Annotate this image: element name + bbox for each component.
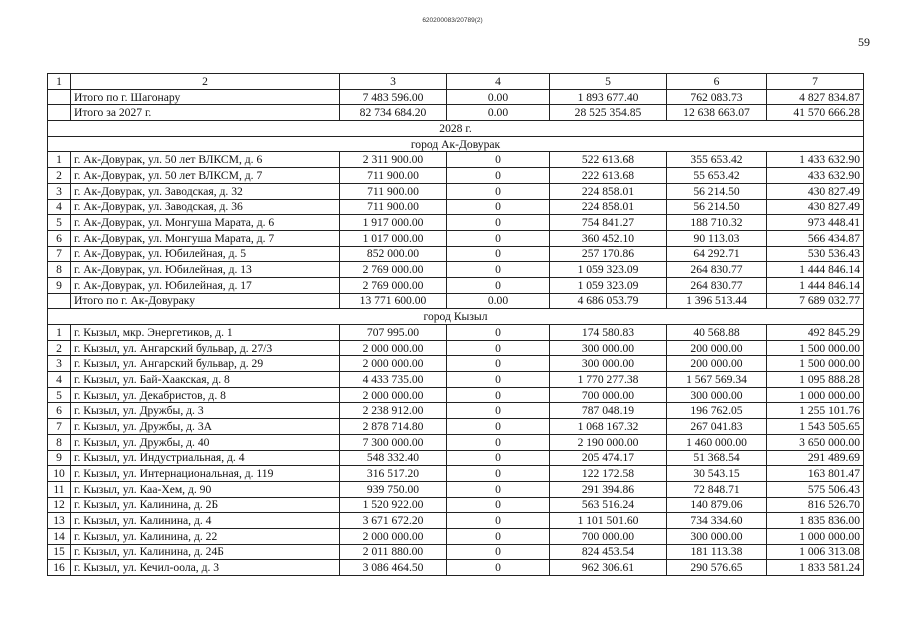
row-col5: 291 394.86: [550, 481, 667, 497]
row-address: г. Кызыл, ул. Калинина, д. 2Б: [71, 497, 340, 513]
row-address: г. Кызыл, ул. Бай-Хаакская, д. 8: [71, 372, 340, 388]
table-total-row: [48, 105, 864, 121]
row-col7: 7 689 032.77: [767, 293, 864, 309]
row-address: г. Кызыл, ул. Калинина, д. 4: [71, 513, 340, 529]
row-col6: 1 396 513.44: [667, 293, 767, 309]
row-address: г. Кызыл, ул. Калинина, д. 22: [71, 528, 340, 544]
row-col7: 1 543 505.65: [767, 419, 864, 435]
row-col6: 90 113.03: [667, 230, 767, 246]
table-row: [48, 560, 864, 576]
row-number: 8: [48, 434, 71, 450]
row-col7: 1 835 836.00: [767, 513, 864, 529]
row-col5: 1 770 277.38: [550, 372, 667, 388]
row-address: г. Кызыл, ул. Ангарский бульвар, д. 29: [71, 356, 340, 372]
row-col3: 1 520 922.00: [340, 497, 447, 513]
row-address: г. Ак-Довурак, ул. Монгуша Марата, д. 6: [71, 215, 340, 231]
row-col4: 0: [447, 199, 550, 215]
row-col5: 300 000.00: [550, 340, 667, 356]
row-number: 2: [48, 340, 71, 356]
row-col7: 163 801.47: [767, 466, 864, 482]
row-col3: 2 769 000.00: [340, 277, 447, 293]
row-col4: 0: [447, 356, 550, 372]
row-col3: 2 238 912.00: [340, 403, 447, 419]
row-col5: 224 858.01: [550, 199, 667, 215]
row-col4: 0: [447, 403, 550, 419]
row-col7: 1 444 846.14: [767, 277, 864, 293]
row-col4: 0: [447, 372, 550, 388]
row-col3: 7 300 000.00: [340, 434, 447, 450]
row-col5: 522 613.68: [550, 152, 667, 168]
column-number-row: [48, 74, 864, 90]
col-header-1: 1: [48, 74, 71, 90]
row-address: г. Ак-Довурак, ул. Заводская, д. 32: [71, 183, 340, 199]
row-col5: 1 059 323.09: [550, 262, 667, 278]
row-col4: 0: [447, 246, 550, 262]
row-col3: 3 671 672.20: [340, 513, 447, 529]
row-col4: 0: [447, 215, 550, 231]
row-col5: 4 686 053.79: [550, 293, 667, 309]
table-row: [48, 528, 864, 544]
row-address: г. Ак-Довурак, ул. Монгуша Марата, д. 7: [71, 230, 340, 246]
row-col7: 1 500 000.00: [767, 340, 864, 356]
row-address: г. Ак-Довурак, ул. 50 лет ВЛКСМ, д. 7: [71, 168, 340, 184]
row-number: 9: [48, 277, 71, 293]
table-row: [48, 356, 864, 372]
col-header-5: 5: [550, 74, 667, 90]
row-col3: 82 734 684.20: [340, 105, 447, 121]
row-number: [48, 293, 71, 309]
row-col5: 1 101 501.60: [550, 513, 667, 529]
row-col5: 222 613.68: [550, 168, 667, 184]
row-col4: 0.00: [447, 89, 550, 105]
table-row: [48, 199, 864, 215]
row-col3: 7 483 596.00: [340, 89, 447, 105]
table-row: [48, 325, 864, 341]
row-number: 3: [48, 356, 71, 372]
row-number: 7: [48, 419, 71, 435]
row-number: [48, 89, 71, 105]
section-heading-ak-dovurak: город Ак-Довурак: [48, 136, 864, 152]
row-col4: 0: [447, 183, 550, 199]
table-row: [48, 497, 864, 513]
row-col5: 2 190 000.00: [550, 434, 667, 450]
row-col4: 0: [447, 481, 550, 497]
row-number: 2: [48, 168, 71, 184]
row-address: г. Ак-Довурак, ул. Заводская, д. 36: [71, 199, 340, 215]
table-body: [48, 74, 864, 576]
row-col4: 0.00: [447, 105, 550, 121]
row-col6: 30 543.15: [667, 466, 767, 482]
row-address: Итого за 2027 г.: [71, 105, 340, 121]
table-total-row: [48, 293, 864, 309]
table-row: [48, 513, 864, 529]
row-col5: 360 452.10: [550, 230, 667, 246]
row-number: 4: [48, 372, 71, 388]
row-col6: 290 576.65: [667, 560, 767, 576]
row-col5: 224 858.01: [550, 183, 667, 199]
row-col5: 754 841.27: [550, 215, 667, 231]
row-col5: 563 516.24: [550, 497, 667, 513]
row-col4: 0: [447, 419, 550, 435]
row-col3: 711 900.00: [340, 168, 447, 184]
row-col4: 0: [447, 513, 550, 529]
row-col7: 1 006 313.08: [767, 544, 864, 560]
row-col7: 566 434.87: [767, 230, 864, 246]
row-col7: 41 570 666.28: [767, 105, 864, 121]
row-col6: 140 879.06: [667, 497, 767, 513]
row-number: 8: [48, 262, 71, 278]
table-row: [48, 230, 864, 246]
col-header-4: 4: [447, 74, 550, 90]
row-col3: 939 750.00: [340, 481, 447, 497]
row-address: г. Кызыл, ул. Индустриальная, д. 4: [71, 450, 340, 466]
row-number: 7: [48, 246, 71, 262]
row-number: 15: [48, 544, 71, 560]
row-col6: 40 568.88: [667, 325, 767, 341]
row-col7: 1 444 846.14: [767, 262, 864, 278]
row-address: г. Ак-Довурак, ул. 50 лет ВЛКСМ, д. 6: [71, 152, 340, 168]
row-col6: 300 000.00: [667, 387, 767, 403]
section-heading-ak-dovurak-row: [48, 136, 864, 152]
row-col6: 72 848.71: [667, 481, 767, 497]
row-col4: 0: [447, 497, 550, 513]
row-address: г. Ак-Довурак, ул. Юбилейная, д. 5: [71, 246, 340, 262]
row-col7: 1 000 000.00: [767, 528, 864, 544]
table-row: [48, 340, 864, 356]
row-number: 5: [48, 215, 71, 231]
table-row: [48, 387, 864, 403]
row-col6: 188 710.32: [667, 215, 767, 231]
row-col3: 2 000 000.00: [340, 340, 447, 356]
table-row: [48, 544, 864, 560]
table-row: [48, 434, 864, 450]
row-col4: 0: [447, 262, 550, 278]
row-address: Итого по г. Ак-Довураку: [71, 293, 340, 309]
row-number: 1: [48, 325, 71, 341]
table-row: [48, 403, 864, 419]
table-row: [48, 419, 864, 435]
row-number: 12: [48, 497, 71, 513]
row-col6: 300 000.00: [667, 528, 767, 544]
row-col7: 492 845.29: [767, 325, 864, 341]
row-number: 10: [48, 466, 71, 482]
row-col4: 0: [447, 387, 550, 403]
table-row: [48, 277, 864, 293]
row-col4: 0: [447, 230, 550, 246]
row-col4: 0: [447, 168, 550, 184]
row-col7: 973 448.41: [767, 215, 864, 231]
row-col4: 0: [447, 560, 550, 576]
row-col3: 2 000 000.00: [340, 356, 447, 372]
row-address: г. Кызыл, мкр. Энергетиков, д. 1: [71, 325, 340, 341]
row-address: г. Кызыл, ул. Каа-Хем, д. 90: [71, 481, 340, 497]
row-col5: 122 172.58: [550, 466, 667, 482]
row-col7: 291 489.69: [767, 450, 864, 466]
page-number: 59: [858, 35, 870, 49]
row-col6: 56 214.50: [667, 199, 767, 215]
table-row: [48, 215, 864, 231]
row-col7: 1 833 581.24: [767, 560, 864, 576]
row-col6: 1 567 569.34: [667, 372, 767, 388]
col-header-3: 3: [340, 74, 447, 90]
row-col5: 700 000.00: [550, 528, 667, 544]
row-col5: 787 048.19: [550, 403, 667, 419]
row-number: 1: [48, 152, 71, 168]
row-col5: 1 059 323.09: [550, 277, 667, 293]
row-col7: 1 000 000.00: [767, 387, 864, 403]
row-col3: 2 311 900.00: [340, 152, 447, 168]
row-col7: 430 827.49: [767, 183, 864, 199]
row-col7: 1 095 888.28: [767, 372, 864, 388]
row-col4: 0: [447, 434, 550, 450]
row-address: Итого по г. Шагонару: [71, 89, 340, 105]
col-header-2: 2: [71, 74, 340, 90]
row-col5: 700 000.00: [550, 387, 667, 403]
row-col6: 264 830.77: [667, 262, 767, 278]
table-row: [48, 246, 864, 262]
row-col3: 1 017 000.00: [340, 230, 447, 246]
table-row: [48, 262, 864, 278]
row-col7: 1 500 000.00: [767, 356, 864, 372]
row-col4: 0: [447, 450, 550, 466]
row-col3: 548 332.40: [340, 450, 447, 466]
row-col3: 2 000 000.00: [340, 387, 447, 403]
row-col6: 200 000.00: [667, 340, 767, 356]
table-row: [48, 450, 864, 466]
row-col4: 0: [447, 325, 550, 341]
row-col5: 174 580.83: [550, 325, 667, 341]
table-row: [48, 152, 864, 168]
year-heading: 2028 г.: [48, 121, 864, 137]
row-col6: 181 113.38: [667, 544, 767, 560]
row-number: 4: [48, 199, 71, 215]
row-col7: 530 536.43: [767, 246, 864, 262]
document-id: 620200083/20789(2): [422, 17, 483, 24]
row-col7: 430 827.49: [767, 199, 864, 215]
row-col5: 1 893 677.40: [550, 89, 667, 105]
row-col5: 205 474.17: [550, 450, 667, 466]
row-col5: 257 170.86: [550, 246, 667, 262]
row-col4: 0: [447, 528, 550, 544]
row-col3: 316 517.20: [340, 466, 447, 482]
row-col3: 3 086 464.50: [340, 560, 447, 576]
table-row: [48, 168, 864, 184]
row-number: 6: [48, 230, 71, 246]
row-col3: 4 433 735.00: [340, 372, 447, 388]
row-col6: 12 638 663.07: [667, 105, 767, 121]
row-address: г. Кызыл, ул. Ангарский бульвар, д. 27/3: [71, 340, 340, 356]
row-address: г. Кызыл, ул. Декабристов, д. 8: [71, 387, 340, 403]
row-col3: 1 917 000.00: [340, 215, 447, 231]
row-col7: 3 650 000.00: [767, 434, 864, 450]
row-col3: 707 995.00: [340, 325, 447, 341]
row-col3: 2 000 000.00: [340, 528, 447, 544]
row-address: г. Кызыл, ул. Дружбы, д. 40: [71, 434, 340, 450]
row-number: 6: [48, 403, 71, 419]
row-col3: 2 011 880.00: [340, 544, 447, 560]
table-row: [48, 481, 864, 497]
row-address: г. Кызыл, ул. Дружбы, д. 3: [71, 403, 340, 419]
row-col3: 13 771 600.00: [340, 293, 447, 309]
row-col4: 0: [447, 544, 550, 560]
row-col5: 824 453.54: [550, 544, 667, 560]
row-col4: 0: [447, 466, 550, 482]
row-col5: 300 000.00: [550, 356, 667, 372]
row-col5: 28 525 354.85: [550, 105, 667, 121]
row-col7: 1 255 101.76: [767, 403, 864, 419]
row-col3: 2 878 714.80: [340, 419, 447, 435]
row-col7: 433 632.90: [767, 168, 864, 184]
row-number: 13: [48, 513, 71, 529]
row-number: 11: [48, 481, 71, 497]
row-number: 5: [48, 387, 71, 403]
col-header-7: 7: [767, 74, 864, 90]
row-address: г. Кызыл, ул. Интернациональная, д. 119: [71, 466, 340, 482]
row-col6: 51 368.54: [667, 450, 767, 466]
row-col6: 55 653.42: [667, 168, 767, 184]
row-col7: 575 506.43: [767, 481, 864, 497]
row-col4: 0.00: [447, 293, 550, 309]
row-col5: 1 068 167.32: [550, 419, 667, 435]
section-heading-kyzyl-row: [48, 309, 864, 325]
table-row: [48, 183, 864, 199]
row-col7: 1 433 632.90: [767, 152, 864, 168]
row-col6: 1 460 000.00: [667, 434, 767, 450]
row-col6: 267 041.83: [667, 419, 767, 435]
row-col5: 962 306.61: [550, 560, 667, 576]
row-col6: 734 334.60: [667, 513, 767, 529]
row-address: г. Ак-Довурак, ул. Юбилейная, д. 13: [71, 262, 340, 278]
table-total-row: [48, 89, 864, 105]
row-col4: 0: [447, 340, 550, 356]
row-col4: 0: [447, 277, 550, 293]
row-number: 9: [48, 450, 71, 466]
row-col6: 64 292.71: [667, 246, 767, 262]
row-number: [48, 105, 71, 121]
row-col7: 4 827 834.87: [767, 89, 864, 105]
col-header-6: 6: [667, 74, 767, 90]
row-col4: 0: [447, 152, 550, 168]
row-col3: 711 900.00: [340, 199, 447, 215]
year-heading-row: [48, 121, 864, 137]
row-col3: 2 769 000.00: [340, 262, 447, 278]
table-row: [48, 466, 864, 482]
row-number: 14: [48, 528, 71, 544]
row-col6: 355 653.42: [667, 152, 767, 168]
row-address: г. Ак-Довурак, ул. Юбилейная, д. 17: [71, 277, 340, 293]
row-address: г. Кызыл, ул. Калинина, д. 24Б: [71, 544, 340, 560]
row-col3: 711 900.00: [340, 183, 447, 199]
row-col3: 852 000.00: [340, 246, 447, 262]
row-col6: 196 762.05: [667, 403, 767, 419]
section-heading-kyzyl: город Кызыл: [48, 309, 864, 325]
row-number: 3: [48, 183, 71, 199]
data-table: [47, 73, 864, 576]
row-address: г. Кызыл, ул. Кечил-оола, д. 3: [71, 560, 340, 576]
row-col6: 200 000.00: [667, 356, 767, 372]
row-col7: 816 526.70: [767, 497, 864, 513]
row-col6: 56 214.50: [667, 183, 767, 199]
row-number: 16: [48, 560, 71, 576]
table-row: [48, 372, 864, 388]
row-col6: 762 083.73: [667, 89, 767, 105]
row-address: г. Кызыл, ул. Дружбы, д. 3А: [71, 419, 340, 435]
row-col6: 264 830.77: [667, 277, 767, 293]
